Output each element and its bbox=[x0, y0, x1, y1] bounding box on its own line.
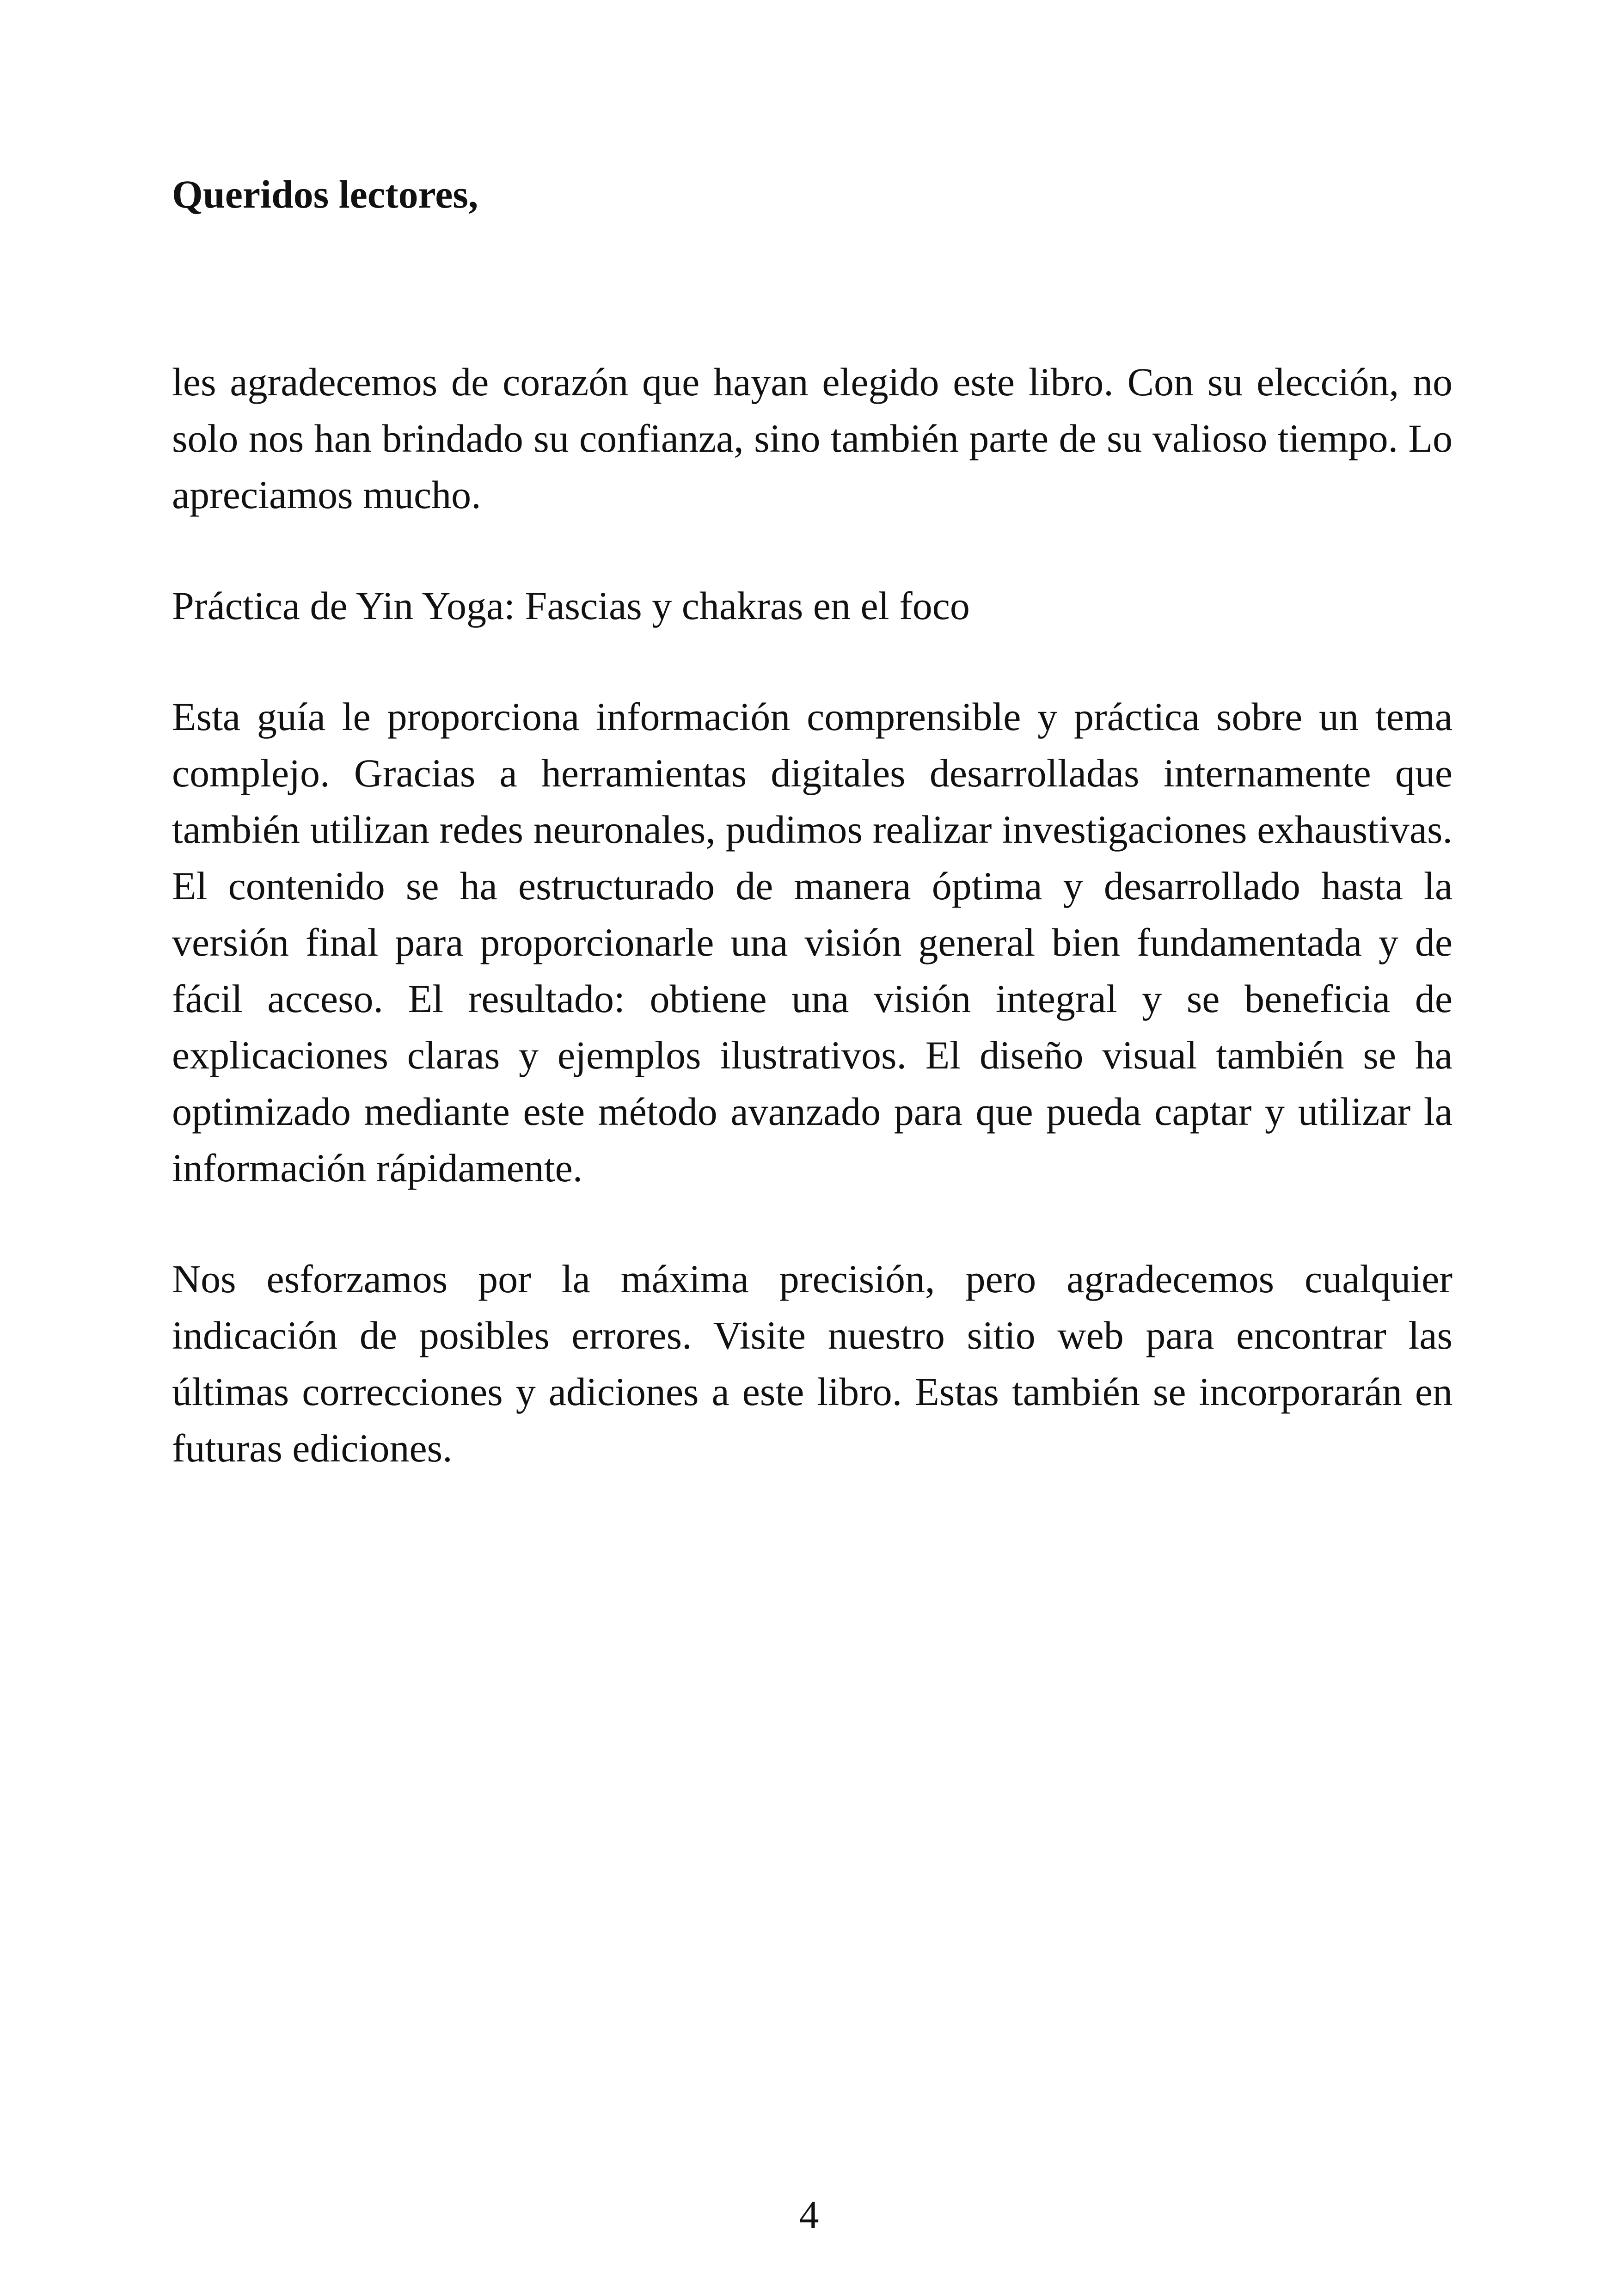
paragraph-thanks: les agradecemos de corazón que hayan elegido este libro. Con su elección, no solo nos han brindado su confianza, sino también parte de su valioso tiempo. Lo apreciamos mucho. bbox=[172, 360, 1453, 517]
salutation-heading: Queridos lectores, bbox=[172, 172, 478, 216]
book-title-line: Práctica de Yin Yoga: Fascias y chakras en el foco bbox=[172, 583, 970, 628]
paragraph-errata: Nos esforzamos por la máxima precisión, pero agradecemos cualquier indicación de posibles errores. Visite nuestro sitio web para encontrar las últimas correcciones y adiciones a este libro. Estas también se incorporarán en futuras ediciones. bbox=[172, 1257, 1453, 1470]
paragraph-guide-description: Esta guía le proporciona información comprensible y práctica sobre un tema complejo. Gracias a herramientas digitales desarrolladas internamente que también utilizan redes neuronales, pudimos realizar investigaciones exhaustivas. El contenido se ha estructurado de manera óptima y desarrollado hasta la versión final para proporcionarle una visión general bien fundamentada y de fácil acceso. El resultado: obtiene una visión integral y se beneficia de explicaciones claras y ejemplos ilustrativos. El diseño visual también se ha optimizado mediante este método avanzado para que pueda captar y utilizar la información rápidamente. bbox=[172, 694, 1453, 1190]
page-content bbox=[172, 169, 1453, 1476]
page-number: 4 bbox=[799, 2192, 819, 2237]
